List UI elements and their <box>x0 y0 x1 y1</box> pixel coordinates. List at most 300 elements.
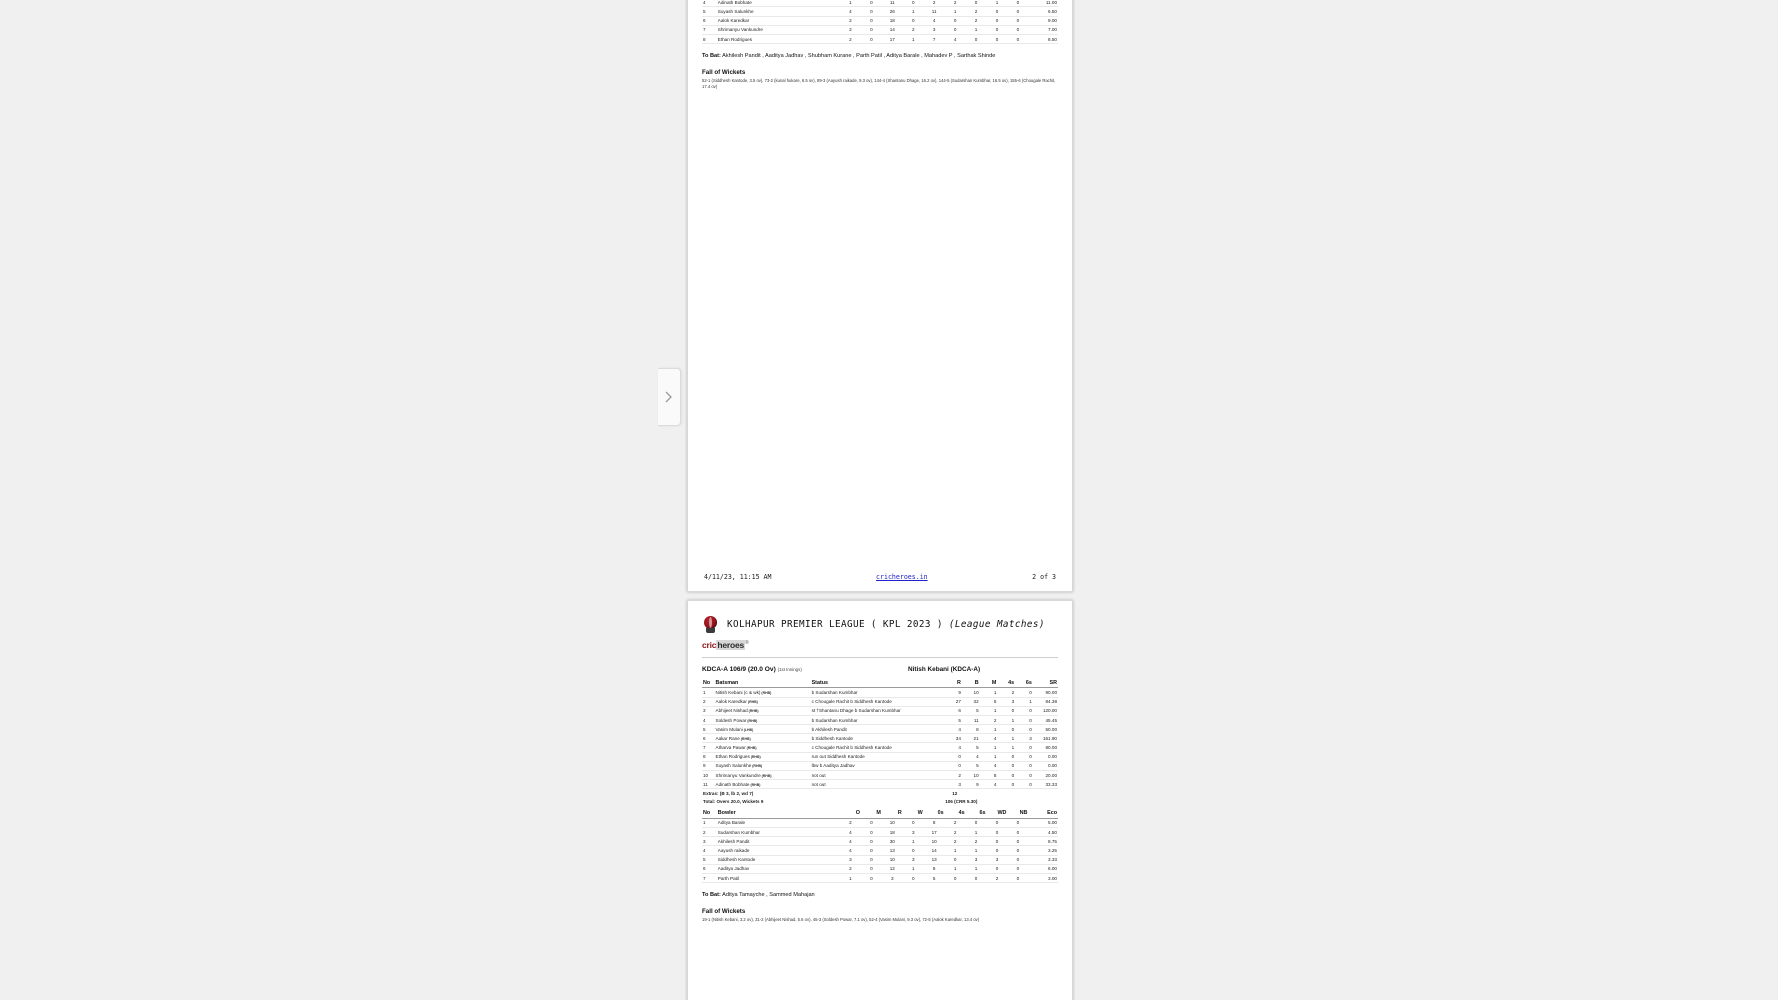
fall-of-wickets-text: 52-1 (Siddhesh Kantode, 3.5 ov), 73-2 (kunal hukare, 6.5 ov), 89-3 (Aayush raikade, 9.3 ov), 144-4 (Shantanu Dhage, 16.2 ov), 144-5 (Sudarshan Kumbhar, 16.5 ov), 155-6 (Chougale Rachit, 17.4 ov) <box>702 78 1056 90</box>
batting-hand-tag: (RHB) <box>747 709 759 714</box>
cell-noballs: 0 <box>1007 818 1028 827</box>
totals-row <box>702 798 1058 806</box>
brand-heroes: heroes <box>717 640 745 650</box>
cell-status: b Siddhesh Kantode <box>811 734 945 743</box>
league-subtitle: (League Matches) <box>948 619 1045 630</box>
cell-balls: 10 <box>962 688 980 697</box>
total-label: Total: Overs 20.0, Wickets 9 <box>703 799 764 805</box>
cell-no: 9 <box>702 761 715 770</box>
footer-link[interactable]: cricheroes.in <box>876 573 928 581</box>
table-row <box>702 25 1058 34</box>
brand-wordmark <box>688 634 1072 653</box>
cell-runs: 14 <box>882 25 903 34</box>
cell-fours: 2 <box>945 818 966 827</box>
col-minutes: M <box>980 678 998 688</box>
batting-scorecard-table <box>702 678 1058 805</box>
cell-fours: 2 <box>945 837 966 846</box>
cell-status: c Chougale Rachit b Siddhesh Kantode <box>811 697 945 706</box>
cell-noballs: 0 <box>1007 873 1028 882</box>
footer-page-number: 2 of 3 <box>1032 573 1056 581</box>
cell-fours: 4 <box>945 34 966 43</box>
cell-economy: 3.00 <box>1028 873 1058 882</box>
table-row <box>702 752 1058 761</box>
cell-dots: 7 <box>924 34 945 43</box>
cell-wickets: 3 <box>903 855 924 864</box>
total-value: 106 (CRR 5.30) <box>945 799 978 805</box>
batting-hand-tag: (RHB) <box>751 764 763 769</box>
cell-maidens: 0 <box>861 873 882 882</box>
cell-overs: 4 <box>840 7 861 16</box>
cell-strike-rate: 33.33 <box>1033 780 1058 789</box>
col-fours: 4s <box>997 678 1015 688</box>
table-row <box>702 846 1058 855</box>
cell-dots: 14 <box>924 846 945 855</box>
col-maidens: M <box>861 809 882 819</box>
table-row <box>702 34 1058 43</box>
page-footer <box>688 573 1072 581</box>
cell-minutes: 4 <box>980 761 998 770</box>
cell-noballs: 0 <box>1007 7 1028 16</box>
col-balls: B <box>962 678 980 688</box>
col-sixes: 6s <box>1015 678 1033 688</box>
cell-sixes: 1 <box>1015 697 1033 706</box>
cell-batsman: Soldesh Powar (RHB) <box>715 715 811 724</box>
cell-strike-rate: 120.00 <box>1033 706 1058 715</box>
cell-no: 8 <box>702 752 715 761</box>
table-row <box>702 761 1058 770</box>
cell-wickets: 0 <box>903 846 924 855</box>
cell-runs: 0 <box>944 752 962 761</box>
cell-dots: 3 <box>924 25 945 34</box>
cell-status: st †Shantanu Dhage b Sudarshan Kumbhar <box>811 706 945 715</box>
table-row <box>702 0 1058 7</box>
cell-balls: 32 <box>962 697 980 706</box>
cell-noballs: 0 <box>1007 846 1028 855</box>
cell-fours: 1 <box>997 734 1015 743</box>
cell-fours: 0 <box>945 16 966 25</box>
cell-minutes: 1 <box>980 752 998 761</box>
cell-no: 1 <box>702 688 715 697</box>
cell-fours: 0 <box>997 780 1015 789</box>
cell-batsman: Aakar Rane (RHB) <box>715 734 811 743</box>
cell-status: b Sudarshan Kumbhar <box>811 688 945 697</box>
cell-sixes: 3 <box>1015 734 1033 743</box>
cell-dots: 17 <box>924 827 945 836</box>
cell-no: 4 <box>702 846 717 855</box>
cricheroes-logo-icon <box>702 615 719 634</box>
cell-economy: 6.00 <box>1028 864 1058 873</box>
table-row <box>702 706 1058 715</box>
cell-wides: 0 <box>987 837 1008 846</box>
cell-sixes: 0 <box>1015 771 1033 780</box>
cell-noballs: 0 <box>1007 25 1028 34</box>
page-header <box>688 601 1072 634</box>
col-runs: R <box>944 678 962 688</box>
cell-minutes: 8 <box>980 771 998 780</box>
fall-of-wickets-text: 19-1 (Nitish Kebani, 3.2 ov), 31-2 (Abhijeet Nishad, 5.6 ov), 45-3 (Soldesh Powar, 7.1 ov), 52-4 (Vasim Mulani, 9.3 ov), 72-5 (Aalok Karedkar, 13.4 ov) <box>702 917 980 923</box>
cell-noballs: 0 <box>1007 864 1028 873</box>
cell-minutes: 4 <box>980 780 998 789</box>
cell-no: 7 <box>702 743 715 752</box>
cell-strike-rate: 90.00 <box>1033 688 1058 697</box>
document-page-2 <box>687 0 1073 592</box>
to-bat-players: Aditya Tamayche , Sammed Mahajan <box>722 892 815 899</box>
cell-balls: 5 <box>962 761 980 770</box>
cell-status: run out Siddhesh Kantode <box>811 752 945 761</box>
cell-runs: 10 <box>882 818 903 827</box>
cell-wides: 0 <box>987 16 1008 25</box>
cell-wides: 3 <box>987 855 1008 864</box>
cell-fours: 2 <box>945 0 966 7</box>
cell-sixes: 1 <box>966 864 987 873</box>
cell-fours: 1 <box>997 743 1015 752</box>
cell-batsman: Adinath Bobhate (RHB) <box>715 780 811 789</box>
cell-fours: 0 <box>997 725 1015 734</box>
cell-noballs: 0 <box>1007 34 1028 43</box>
cell-wickets: 1 <box>903 864 924 873</box>
cell-runs: 34 <box>944 734 962 743</box>
cell-economy: 7.00 <box>1028 25 1058 34</box>
cell-economy: 8.75 <box>1028 837 1058 846</box>
cell-bowler: Aalok Karedkar <box>717 16 840 25</box>
cell-wickets: 0 <box>903 16 924 25</box>
cell-balls: 5 <box>962 743 980 752</box>
cell-wickets: 3 <box>903 827 924 836</box>
cell-no: 3 <box>702 837 717 846</box>
table-row <box>702 780 1058 789</box>
bowling-scorecard-table <box>702 0 1058 44</box>
cell-economy: 5.00 <box>1028 818 1058 827</box>
cell-bowler: Suyash Salunkhe <box>717 7 840 16</box>
cell-dots: 4 <box>924 16 945 25</box>
table-row <box>702 688 1058 697</box>
col-dots: 0s <box>924 809 945 819</box>
cell-bowler: Shrimanyu Vankundre <box>717 25 840 34</box>
cell-minutes: 1 <box>980 725 998 734</box>
cell-sixes: 0 <box>1015 725 1033 734</box>
cell-runs: 12 <box>882 864 903 873</box>
cell-maidens: 0 <box>861 827 882 836</box>
cell-sixes: 0 <box>1015 761 1033 770</box>
to-bat-label: To Bat: <box>702 892 721 899</box>
extras-label: Extras: (B 3, lb 2, wd 7) <box>703 791 754 797</box>
cell-fours: 0 <box>997 771 1015 780</box>
cell-batsman: Nitish Kebani (c & wk) (RHB) <box>715 688 811 697</box>
cell-sixes: 0 <box>1015 752 1033 761</box>
cell-balls: 10 <box>962 771 980 780</box>
cell-wickets: 0 <box>903 873 924 882</box>
cell-fours: 2 <box>997 688 1015 697</box>
cell-sixes: 0 <box>966 818 987 827</box>
cell-runs: 11 <box>882 0 903 7</box>
cell-no: 5 <box>702 725 715 734</box>
batting-hand-tag: (RHB) <box>746 700 758 705</box>
table-row <box>702 697 1058 706</box>
cell-economy: 9.00 <box>1028 16 1058 25</box>
innings-summary-row <box>688 658 1072 675</box>
table-row <box>702 715 1058 724</box>
cell-balls: 11 <box>962 715 980 724</box>
cell-no: 6 <box>702 734 715 743</box>
batting-hand-tag: (LHB) <box>742 727 754 732</box>
cell-sixes: 1 <box>966 846 987 855</box>
brand-cric: cric <box>702 640 717 650</box>
cell-maidens: 0 <box>861 7 882 16</box>
col-sixes: 6s <box>966 809 987 819</box>
cell-maidens: 0 <box>861 855 882 864</box>
cell-sixes: 2 <box>966 837 987 846</box>
cell-fours: 0 <box>997 761 1015 770</box>
cell-wides: 0 <box>987 846 1008 855</box>
innings-label: KDCA-A 106/9 (20.0 Ov) <box>702 666 776 673</box>
cell-no: 11 <box>702 780 715 789</box>
col-no: No <box>702 678 715 688</box>
col-overs: O <box>840 809 861 819</box>
cell-runs: 9 <box>944 688 962 697</box>
cell-runs: 13 <box>882 846 903 855</box>
cell-minutes: 1 <box>980 743 998 752</box>
col-wickets: W <box>903 809 924 819</box>
cell-sixes: 0 <box>966 0 987 7</box>
cell-runs: 26 <box>882 7 903 16</box>
table-row <box>702 743 1058 752</box>
cell-no: 7 <box>702 25 717 34</box>
table-row <box>702 771 1058 780</box>
cell-sixes: 0 <box>1015 706 1033 715</box>
cell-minutes: 2 <box>980 715 998 724</box>
cell-bowler: Parth Patil <box>717 873 840 882</box>
cell-wickets: 0 <box>903 818 924 827</box>
cell-dots: 2 <box>924 0 945 7</box>
cell-wickets: 2 <box>903 25 924 34</box>
cell-wides: 0 <box>987 7 1008 16</box>
cell-strike-rate: 80.00 <box>1033 743 1058 752</box>
cell-wides: 0 <box>987 34 1008 43</box>
cell-sixes: 0 <box>966 873 987 882</box>
to-bat-line <box>702 53 1058 59</box>
cell-fours: 0 <box>997 752 1015 761</box>
cell-economy: 11.00 <box>1028 0 1058 7</box>
cell-runs: 6 <box>944 706 962 715</box>
cell-fours: 0 <box>997 706 1015 715</box>
brand-trademark: ® <box>745 640 749 647</box>
cell-no: 2 <box>702 827 717 836</box>
col-fours: 4s <box>945 809 966 819</box>
cell-balls: 4 <box>962 752 980 761</box>
document-page-3 <box>687 600 1073 1000</box>
cell-strike-rate: 161.90 <box>1033 734 1058 743</box>
batting-hand-tag: (RHB) <box>760 690 772 695</box>
col-no: No <box>702 809 717 819</box>
bowling-scorecard-table <box>702 809 1058 883</box>
cell-no: 5 <box>702 855 717 864</box>
cell-no: 4 <box>702 715 715 724</box>
cell-no: 6 <box>702 864 717 873</box>
col-runs: R <box>882 809 903 819</box>
cell-fours: 3 <box>997 697 1015 706</box>
cell-overs: 2 <box>840 818 861 827</box>
cell-strike-rate: 84.38 <box>1033 697 1058 706</box>
cell-runs: 3 <box>882 873 903 882</box>
cell-economy: 3.25 <box>1028 846 1058 855</box>
cell-maidens: 0 <box>861 34 882 43</box>
cell-runs: 4 <box>944 743 962 752</box>
cell-noballs: 0 <box>1007 16 1028 25</box>
cell-bowler: Ethan Rodrigues <box>717 34 840 43</box>
col-batsman: Batsman <box>715 678 811 688</box>
cell-runs: 5 <box>944 715 962 724</box>
cell-no: 7 <box>702 873 717 882</box>
cell-minutes: 5 <box>980 697 998 706</box>
cell-balls: 8 <box>962 725 980 734</box>
cell-status: b Akhilesh Pandit <box>811 725 945 734</box>
cell-economy: 6.50 <box>1028 7 1058 16</box>
cell-runs: 18 <box>882 16 903 25</box>
cell-status: lbw b Aaditya Jadhav <box>811 761 945 770</box>
cell-batsman: Aalok Karedkar (RHB) <box>715 697 811 706</box>
cell-fours: 2 <box>945 827 966 836</box>
cell-wides: 1 <box>987 0 1008 7</box>
table-row <box>702 864 1058 873</box>
cell-batsman: Suyash Salunkhe (RHB) <box>715 761 811 770</box>
fall-of-wickets-heading: Fall of Wickets <box>702 69 746 77</box>
cell-wides: 2 <box>987 873 1008 882</box>
table-row <box>702 16 1058 25</box>
cell-dots: 11 <box>924 7 945 16</box>
table-row <box>702 818 1058 827</box>
table-row <box>702 7 1058 16</box>
table-row <box>702 837 1058 846</box>
cell-balls: 9 <box>962 780 980 789</box>
cell-bowler: Sudarshan Kumbhar <box>717 827 840 836</box>
cell-dots: 8 <box>924 864 945 873</box>
cell-no: 8 <box>702 34 717 43</box>
cell-batsman: Shrimanyu Vankundre (RHB) <box>715 771 811 780</box>
col-strike-rate: SR <box>1033 678 1058 688</box>
cell-runs: 27 <box>944 697 962 706</box>
cell-bowler: Siddhesh Kantode <box>717 855 840 864</box>
cell-runs: 4 <box>944 725 962 734</box>
cell-fours: 1 <box>945 846 966 855</box>
cell-bowler: Aditya Barale <box>717 818 840 827</box>
cell-batsman: Vasim Mulani (LHB) <box>715 725 811 734</box>
batting-hand-tag: (RHB) <box>749 782 761 787</box>
table-row <box>702 855 1058 864</box>
batting-hand-tag: (RHB) <box>746 718 758 723</box>
cell-maidens: 0 <box>861 837 882 846</box>
cell-wickets: 1 <box>903 34 924 43</box>
cell-sixes: 2 <box>966 7 987 16</box>
cell-runs: 10 <box>882 855 903 864</box>
cell-strike-rate: 45.45 <box>1033 715 1058 724</box>
footer-timestamp: 4/11/23, 11:15 AM <box>704 573 772 581</box>
cell-balls: 21 <box>962 734 980 743</box>
cell-no: 1 <box>702 818 717 827</box>
cell-bowler: Aaditya Jadhav <box>717 864 840 873</box>
cell-overs: 1 <box>840 0 861 7</box>
cell-sixes: 0 <box>1015 715 1033 724</box>
cell-overs: 4 <box>840 827 861 836</box>
cell-strike-rate: 20.00 <box>1033 771 1058 780</box>
cell-overs: 2 <box>840 34 861 43</box>
innings-score <box>702 666 802 673</box>
cell-overs: 2 <box>840 25 861 34</box>
cell-wickets: 1 <box>903 837 924 846</box>
cell-overs: 1 <box>840 873 861 882</box>
cell-batsman: Atharva Pawar (RHB) <box>715 743 811 752</box>
cell-no: 10 <box>702 771 715 780</box>
cell-runs: 18 <box>882 827 903 836</box>
table-row <box>702 827 1058 836</box>
cell-sixes: 0 <box>1015 688 1033 697</box>
to-bat-players: Akhilesh Pandit , Aaditya Jadhav , Shubham Kurane , Parth Patil , Aditya Barale , Mahadev P , Sarthak Shinde <box>722 53 996 60</box>
cell-fours: 0 <box>945 873 966 882</box>
cell-bowler: Aayush raikade <box>717 846 840 855</box>
cell-dots: 10 <box>924 837 945 846</box>
league-title: KOLHAPUR PREMIER LEAGUE ( KPL 2023 ) <box>727 619 943 630</box>
cell-minutes: 1 <box>980 688 998 697</box>
cell-wides: 0 <box>987 864 1008 873</box>
cell-maidens: 0 <box>861 864 882 873</box>
cell-noballs: 0 <box>1007 837 1028 846</box>
cell-fours: 1 <box>997 715 1015 724</box>
col-wides: WD <box>987 809 1008 819</box>
cell-no: 4 <box>702 0 717 7</box>
col-economy: Eco <box>1028 809 1058 819</box>
cell-runs: 30 <box>882 837 903 846</box>
col-noballs: NB <box>1007 809 1028 819</box>
page-title <box>727 619 1045 630</box>
cell-no: 3 <box>702 706 715 715</box>
next-page-button[interactable] <box>658 368 681 426</box>
cell-overs: 2 <box>840 16 861 25</box>
cell-maidens: 0 <box>861 16 882 25</box>
batting-hand-tag: (RHB) <box>745 746 757 751</box>
cell-no: 5 <box>702 7 717 16</box>
cell-status: not out <box>811 780 945 789</box>
cell-economy: 4.50 <box>1028 827 1058 836</box>
cell-status: c Chougale Rachit b Siddhesh Kantode <box>811 743 945 752</box>
batting-hand-tag: (RHB) <box>760 773 772 778</box>
col-bowler: Bowler <box>717 809 840 819</box>
cell-strike-rate: 50.00 <box>1033 725 1058 734</box>
cell-fours: 0 <box>945 855 966 864</box>
cell-wickets: 1 <box>903 7 924 16</box>
cell-batsman: Ethan Rodrigues (RHB) <box>715 752 811 761</box>
table-header-row <box>702 809 1058 819</box>
cell-fours: 1 <box>945 864 966 873</box>
cell-overs: 2 <box>840 864 861 873</box>
cell-noballs: 0 <box>1007 855 1028 864</box>
extras-row <box>702 789 1058 798</box>
cell-no: 6 <box>702 16 717 25</box>
batting-hand-tag: (RHB) <box>739 736 751 741</box>
cell-sixes: 1 <box>966 827 987 836</box>
chevron-right-icon <box>665 391 673 403</box>
cell-sixes: 1 <box>966 25 987 34</box>
cell-wides: 0 <box>987 818 1008 827</box>
table-row <box>702 734 1058 743</box>
cell-strike-rate: 0.00 <box>1033 761 1058 770</box>
cell-maidens: 0 <box>861 0 882 7</box>
cell-sixes: 0 <box>1015 780 1033 789</box>
cell-wides: 0 <box>987 827 1008 836</box>
to-bat-line <box>702 892 1058 898</box>
cell-sixes: 0 <box>1015 743 1033 752</box>
cell-overs: 3 <box>840 855 861 864</box>
cell-overs: 4 <box>840 837 861 846</box>
extras-value: 12 <box>952 791 958 797</box>
